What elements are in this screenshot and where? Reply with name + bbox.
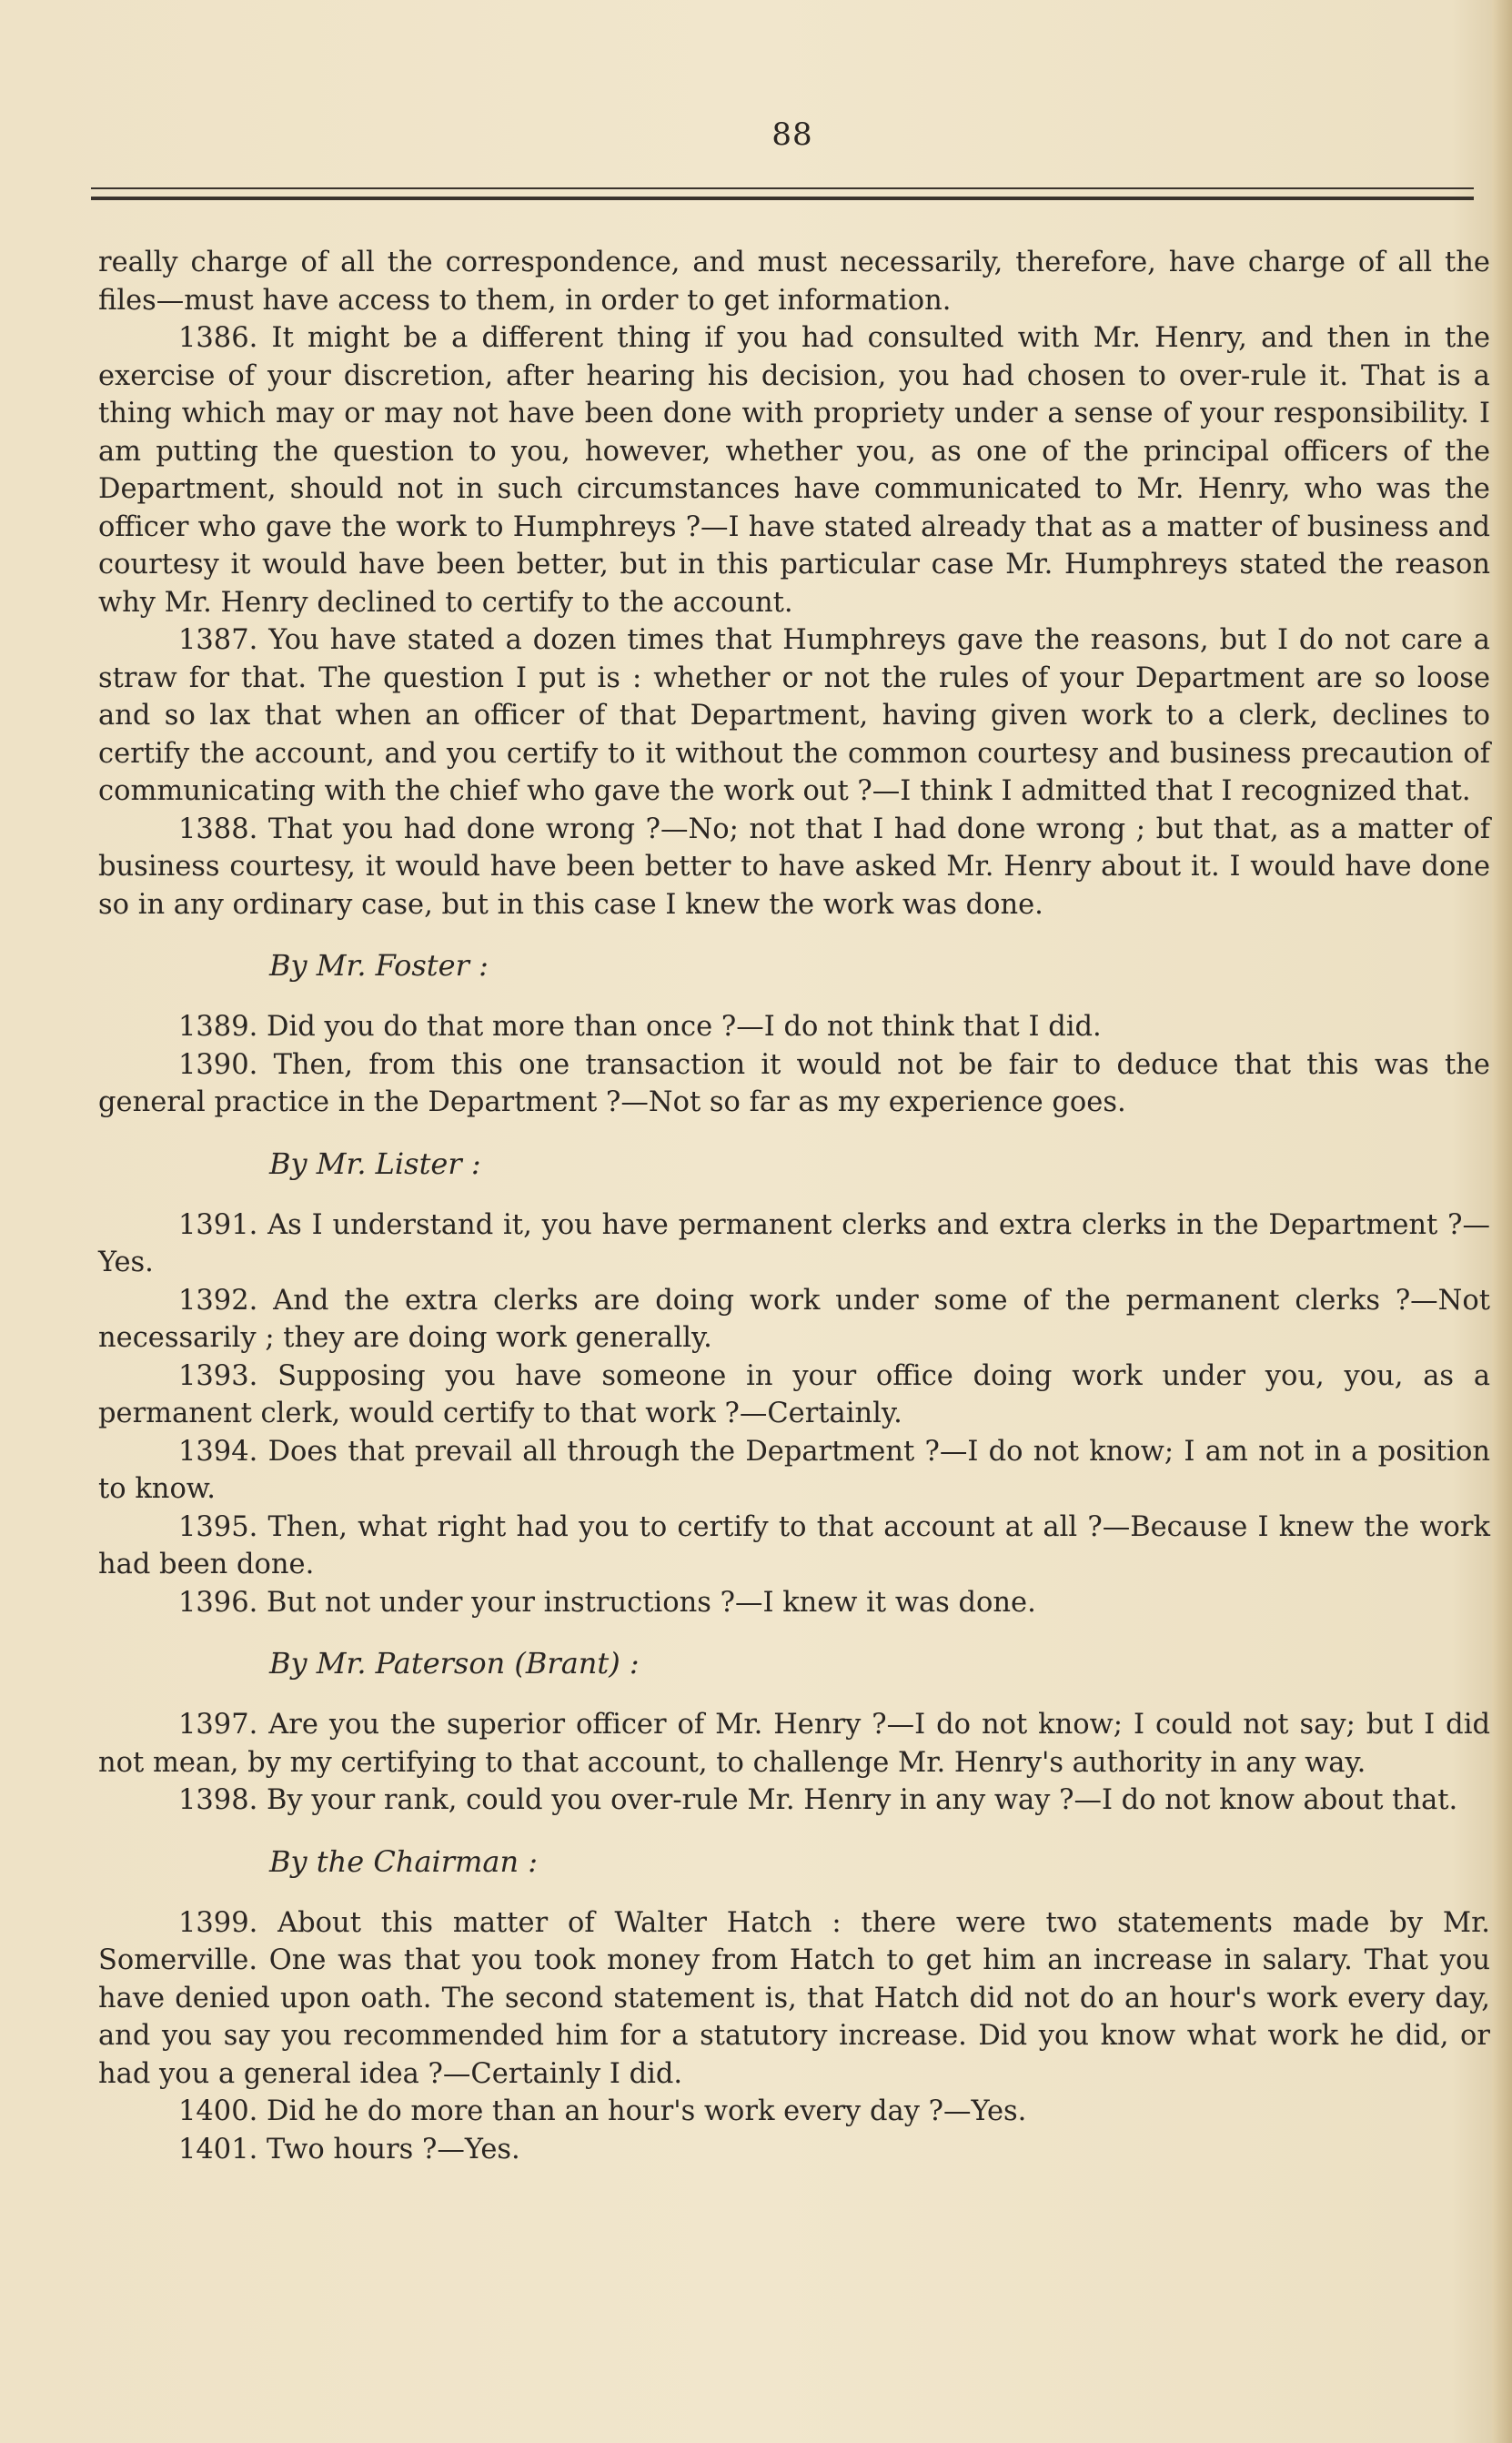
paragraph: 1387. You have stated a dozen times that Humphreys gave the reasons, but I do not care a straw for that. The question I put is : whether or not the rules of your Department are so loose and so lax that when an officer of that Department, having given work to a clerk, declines to certify the account, and you certify to it without the common courtesy and business precaution of communicating with the chief who gave the work out ?—I think I admitted that I recognized that. <box>98 624 1490 807</box>
page-edge <box>1492 0 1512 2443</box>
paragraph: 1396. But not under your instructions ?—I knew it was done. <box>178 1586 1036 1619</box>
section-heading: By Mr. Lister : <box>269 1146 481 1181</box>
paragraph: 1388. That you had done wrong ?—No; not that I had done wrong ; but that, as a matter of business courtesy, it would have been better to have asked Mr. Henry about it. I would have done so in any ordinary case, but in this case I knew the work was done. <box>98 813 1490 921</box>
paragraph: 1395. Then, what right had you to certify to that account at all ?—Because I knew the work had been done. <box>98 1510 1490 1580</box>
paragraph: 1392. And the extra clerks are doing work under some of the permanent clerks ?—Not necessarily ; they are doing work generally. <box>98 1284 1490 1354</box>
header-rule-thick <box>91 197 1474 200</box>
paragraph: 1391. As I understand it, you have permanent clerks and extra clerks in the Department ?—Yes. <box>98 1208 1490 1278</box>
section-heading: By Mr. Foster : <box>269 948 489 983</box>
paragraph: 1386. It might be a different thing if you had consulted with Mr. Henry, and then in the exercise of your discretion, after hearing his decision, you had chosen to over-rule it. That is a thing which may or may not have been done with propriety under a sense of your responsibility. I am putting the question to you, however, whether you, as one of the principal officers of the Department, should not in such circumstances have communicated to Mr. Henry, who was the officer who gave the work to Humphreys ?—I have stated already that as a matter of business and courtesy it would have been better, but in this particular case Mr. Humphreys stated the reason why Mr. Henry declined to certify to the account. <box>98 322 1490 619</box>
paragraph: 1397. Are you the superior officer of Mr. Henry ?—I do not know; I could not say; but I did not mean, by my certifying to that account, to challenge Mr. Henry's authority in any way. <box>98 1709 1490 1779</box>
paragraph: 1393. Supposing you have someone in your office doing work under you, you, as a permanent clerk, would certify to that work ?—Certainly. <box>98 1359 1490 1429</box>
paragraph: 1398. By your rank, could you over-rule Mr. Henry in any way ?—I do not know about that. <box>178 1784 1458 1816</box>
paragraph: 1390. Then, from this one transaction it would not be fair to deduce that this was the general practice in the Department ?—Not so far as my experience goes. <box>98 1048 1490 1118</box>
paragraph: 1400. Did he do more than an hour's work every day ?—Yes. <box>178 2095 1027 2127</box>
paragraph: really charge of all the correspondence, and must necessarily, therefore, have charge of all the files—must have access to them, in order to get information. <box>98 247 1490 317</box>
paragraph: 1399. About this matter of Walter Hatch : there were two statements made by Mr. Somerville. One was that you took money from Hatch to get him an increase in salary. That you have denied upon oath. The second statement is, that Hatch did not do an hour's work every day, and you say you recommended him for a statutory increase. Did you know what work he did, or had you a general idea ?—Certainly I did. <box>98 1906 1490 2090</box>
paragraph: 1401. Two hours ?—Yes. <box>178 2133 520 2165</box>
section-heading: By the Chairman : <box>269 1843 539 1879</box>
document-body <box>98 244 1490 2168</box>
paragraph: 1394. Does that prevail all through the Department ?—I do not know; I am not in a position to know. <box>98 1435 1490 1505</box>
section-heading: By Mr. Paterson (Brant) : <box>269 1646 640 1681</box>
page-number: 88 <box>771 116 813 153</box>
header-rule-thin <box>91 187 1474 189</box>
paragraph: 1389. Did you do that more than once ?—I do not think that I did. <box>178 1011 1102 1043</box>
